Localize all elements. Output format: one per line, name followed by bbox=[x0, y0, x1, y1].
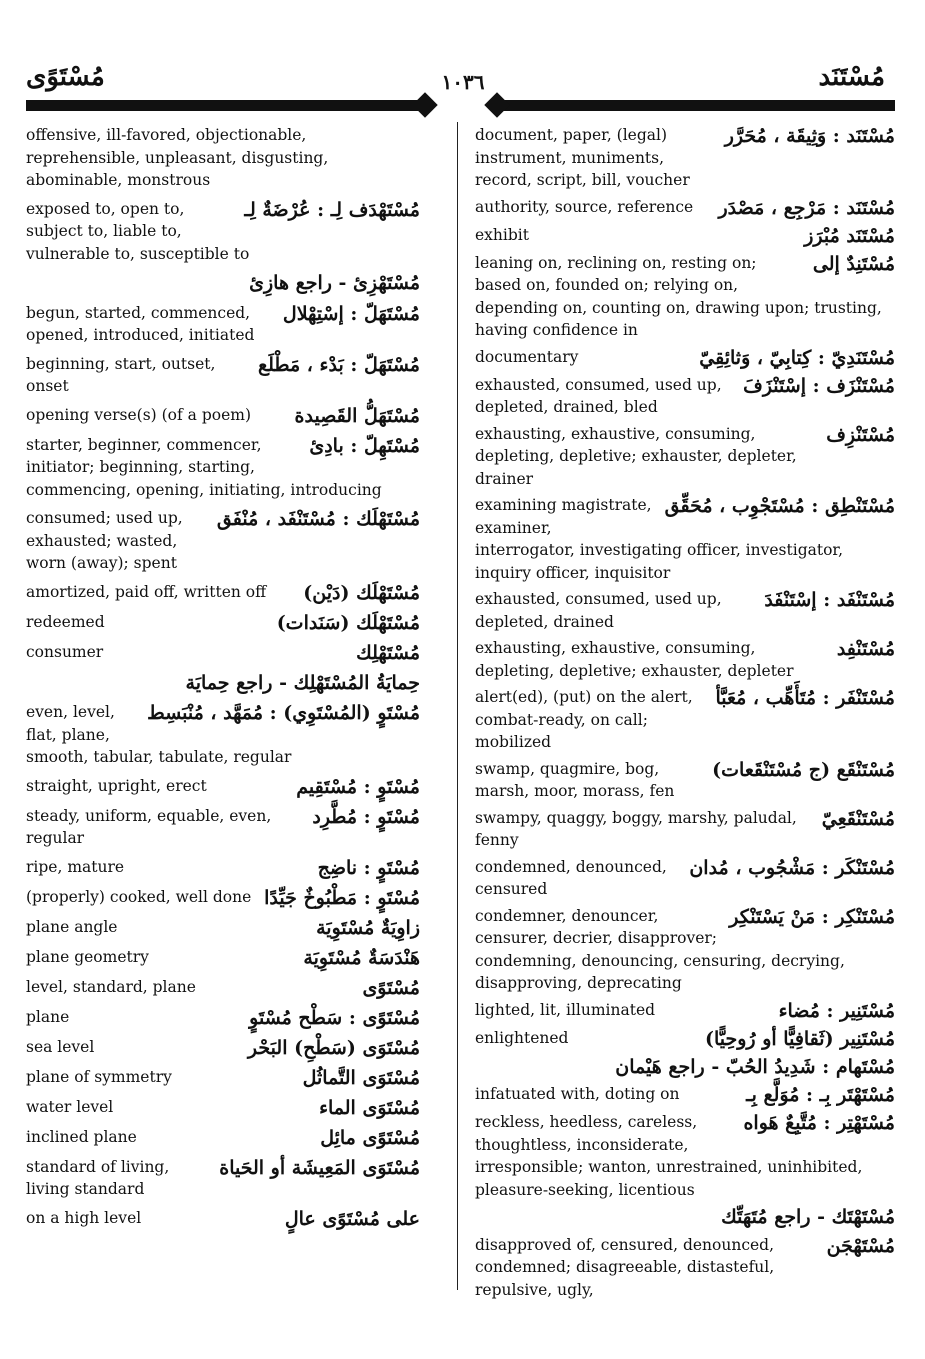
entry-headword-arabic: مُسْتَوًى bbox=[362, 976, 420, 999]
entry-headword-arabic: مُسْتَنْزَف : إسْتَنْزَفَ bbox=[743, 374, 895, 397]
entry-definition-english: documentary bbox=[475, 347, 579, 366]
dictionary-entry bbox=[475, 856, 895, 901]
entry-headword-arabic: مُسْتَهْلَك (دَيْن) bbox=[303, 581, 420, 604]
dictionary-entry bbox=[26, 976, 420, 1000]
entry-definition-english: offensive, ill-favored, objectionable, reprehensible, unpleasant, disgusting, abominable, monstrous bbox=[26, 126, 329, 189]
entry-definition-english: starter, beginner, commencer, initiator; beginning, starting, commencing, opening, initiating, introducing bbox=[26, 435, 382, 499]
entry-headword-arabic: مُسْتَهَلّ : إسْتِهْلال bbox=[282, 302, 420, 325]
entry-definition-english: lighted, lit, illuminated bbox=[475, 1000, 656, 1019]
dictionary-entry bbox=[475, 252, 895, 342]
entry-definition-english: even, level, flat, plane, smooth, tabular, tabulate, regular bbox=[26, 703, 292, 766]
entry-headword-arabic: زاوِيَةٌ مُسْتَوِيَة bbox=[316, 916, 420, 939]
entry-headword-arabic: مُسْتَنَدِيّ : كِتابِيّ ، وَثائِقِيّ bbox=[699, 346, 895, 369]
entry-headword-arabic: مُسْتَنْفَد : إسْتَنْفَدَ bbox=[764, 589, 895, 611]
entry-definition-english: consumer bbox=[26, 642, 104, 661]
entry-headword-arabic: مُسْتَهْتَر بِـ : مُوَلَّع بِـ bbox=[746, 1084, 895, 1106]
entry-definition-english: (properly) cooked, well done bbox=[26, 887, 252, 906]
dictionary-entry bbox=[475, 1083, 895, 1107]
entry-headword-arabic: مُسْتَهام : شَدِيدُ الحُبّ - راجع هَيْمان bbox=[615, 1055, 895, 1078]
dictionary-entry bbox=[475, 1234, 895, 1302]
entry-headword-arabic: مُسْتَنْفِد bbox=[836, 638, 895, 660]
entry-headword-arabic: مُسْتَهِلّ : بادِئ bbox=[309, 434, 420, 457]
entry-headword-arabic: مُسْتَنْقَع (ج مُسْتَنْقَعات) bbox=[712, 758, 895, 781]
dictionary-entry bbox=[26, 1006, 420, 1030]
rule-ornament-left bbox=[412, 92, 437, 117]
dictionary-entry bbox=[26, 507, 420, 575]
dictionary-entry bbox=[26, 886, 420, 910]
entry-definition-english: condemner, denouncer, censurer, decrier, disapprover; condemning, denouncing, censuring, decrying, disapproving, deprecating bbox=[475, 906, 845, 992]
rule-ornament-right bbox=[484, 92, 509, 117]
entry-headword-arabic: مُسْتَهْتَك - راجع مُتَهَتِّك bbox=[721, 1206, 895, 1228]
dictionary-entry bbox=[475, 905, 895, 995]
entry-headword-arabic: مُسْتَوَى الماء bbox=[319, 1096, 420, 1119]
entry-headword-arabic: مُسْتَنْفَر : مُتَأَهِّب ، مُعَبَّأ bbox=[715, 687, 895, 709]
entry-headword-arabic: مُسْتَهْزِئ - راجع هازِئ bbox=[249, 272, 420, 294]
entry-headword-arabic: مُسْتَهْجَن bbox=[826, 1234, 895, 1257]
dictionary-entry bbox=[475, 423, 895, 491]
entry-headword-arabic: مُسْتَهْلَك : مُسْتَنْفَد ، مُنْفَق bbox=[216, 508, 420, 530]
dictionary-entry bbox=[26, 641, 420, 665]
entry-definition-english: sea level bbox=[26, 1037, 95, 1056]
dictionary-entry bbox=[475, 686, 895, 754]
entry-definition-english: alert(ed), (put) on the alert, combat-ready, on call; mobilized bbox=[475, 688, 693, 751]
dictionary-entry bbox=[475, 758, 895, 803]
dictionary-entry bbox=[26, 946, 420, 970]
entry-headword-arabic: مُسْتَنْزِف bbox=[826, 423, 895, 446]
entry-definition-english: consumed; used up, exhausted; wasted, worn (away); spent bbox=[26, 509, 183, 572]
dictionary-entry bbox=[475, 807, 895, 852]
dictionary-entry bbox=[26, 353, 420, 398]
entry-headword-arabic: مُسْتَوَى المَعِيشَة أو الحَياة bbox=[219, 1156, 420, 1179]
entry-definition-english: document, paper, (legal) instrument, muniments, record, script, bill, voucher bbox=[475, 126, 690, 189]
dictionary-entry bbox=[475, 637, 895, 682]
entry-headword-arabic: مُسْتَهْتِر : مُتَّبِعٌ هَواه bbox=[743, 1112, 895, 1134]
entry-definition-english: begun, started, commenced, opened, introduced, initiated bbox=[26, 303, 255, 344]
header-left-word: مُسْتَوًى bbox=[26, 62, 105, 92]
entry-definition-english: exposed to, open to, subject to, liable to, vulnerable to, susceptible to bbox=[26, 199, 250, 263]
entry-definition-english: exhausting, exhaustive, consuming, depleting, depletive; exhauster, depleter, drainer bbox=[475, 424, 797, 488]
dictionary-entry bbox=[26, 1096, 420, 1120]
dictionary-entry bbox=[26, 302, 420, 347]
entry-headword-arabic: مُسْتَنِير (ثَقافِيًّا أو رُوحِيًّا) bbox=[705, 1027, 895, 1050]
dictionary-entry bbox=[475, 224, 895, 248]
dictionary-entry bbox=[26, 124, 420, 192]
entry-headword-arabic: مُسْتَوٍ : مُطَّرِد bbox=[312, 805, 420, 828]
entry-definition-english: exhibit bbox=[475, 225, 529, 244]
entry-headword-arabic: مُسْتَنْقَعِيّ bbox=[821, 807, 895, 830]
entry-definition-english: on a high level bbox=[26, 1208, 142, 1227]
header-right-word: مُسْتَنَد bbox=[818, 62, 885, 92]
dictionary-entry bbox=[26, 198, 420, 266]
entry-headword-arabic: مُسْتَنْطِق : مُسْتَجْوِب ، مُحَقِّق bbox=[664, 495, 895, 517]
entry-headword-arabic: حِمايَةُ المُسْتَهْلِك - راجع حِمايَة bbox=[185, 671, 420, 694]
dictionary-entry bbox=[26, 1036, 420, 1060]
dictionary-entry bbox=[475, 196, 895, 220]
dictionary-entry bbox=[475, 1111, 895, 1201]
dictionary-entry bbox=[26, 404, 420, 428]
page-number: ١٠٣٦ bbox=[441, 70, 485, 94]
entry-headword-arabic: مُسْتَنَد مُبْرَز bbox=[804, 224, 895, 247]
entry-headword-arabic: مُسْتَوَى التَّماثُل bbox=[302, 1066, 420, 1089]
dictionary-entry bbox=[475, 494, 895, 584]
dictionary-entry bbox=[475, 374, 895, 419]
entry-headword-arabic: مُسْتَوٍ : مُسْتَقِيم bbox=[296, 775, 420, 798]
entry-definition-english: water level bbox=[26, 1097, 114, 1116]
entry-definition-english: plane geometry bbox=[26, 947, 149, 966]
entry-definition-english: examining magistrate, examiner, interrogator, investigating officer, investigator, inquiry officer, inquisitor bbox=[475, 496, 844, 582]
entry-definition-english: straight, upright, erect bbox=[26, 776, 207, 795]
dictionary-entry bbox=[475, 1055, 895, 1080]
entry-headword-arabic: مُسْتَوًى مائِل bbox=[320, 1126, 420, 1149]
right-column bbox=[475, 124, 895, 1305]
dictionary-entry bbox=[26, 775, 420, 799]
entry-definition-english: condemned, denounced, censured bbox=[475, 857, 667, 898]
entry-headword-arabic: مُسْتَنَد : وَثِيقَة ، مُحَرَّر bbox=[724, 125, 895, 147]
entry-definition-english: opening verse(s) (of a poem) bbox=[26, 405, 252, 424]
entry-definition-english: exhausted, consumed, used up, depleted, drained, bled bbox=[475, 375, 722, 416]
entry-definition-english: disapproved of, censured, denounced, condemned; disagreeable, distasteful, repulsive, ugly, bbox=[475, 1235, 775, 1299]
dictionary-entry bbox=[26, 271, 420, 296]
entry-definition-english: plane angle bbox=[26, 917, 118, 936]
entry-headword-arabic: على مُسْتَوًى عالٍ bbox=[284, 1207, 420, 1230]
header-rule-left bbox=[26, 100, 422, 111]
entry-headword-arabic: مُسْتَوَى (سَطْحِ) البَحْر bbox=[247, 1036, 420, 1059]
entry-headword-arabic: مُسْتَنْكِر : مَنْ يَسْتَنْكِر bbox=[729, 905, 895, 928]
entry-headword-arabic: هَنْدَسَةٌ مُسْتَوِيَة bbox=[303, 946, 420, 969]
dictionary-entry bbox=[26, 1126, 420, 1150]
dictionary-entry bbox=[475, 588, 895, 633]
entry-headword-arabic: مُسْتَوٍ : ناضِج bbox=[317, 856, 420, 879]
dictionary-entry bbox=[475, 124, 895, 192]
entry-definition-english: standard of living, living standard bbox=[26, 1157, 170, 1198]
entry-definition-english: authority, source, reference bbox=[475, 197, 694, 216]
entry-definition-english: enlightened bbox=[475, 1028, 569, 1047]
dictionary-entry bbox=[475, 1205, 895, 1230]
column-divider bbox=[457, 122, 458, 1290]
entry-headword-arabic: مُسْتَنْكَر : مَشْجُوب ، مُدان bbox=[689, 856, 895, 879]
entry-definition-english: infatuated with, doting on bbox=[475, 1085, 680, 1103]
dictionary-entry bbox=[26, 671, 420, 696]
dictionary-entry bbox=[26, 701, 420, 769]
entry-definition-english: level, standard, plane bbox=[26, 977, 196, 996]
entry-definition-english: plane bbox=[26, 1007, 70, 1026]
entry-headword-arabic: مُسْتَهْدَف لِـ : عُرْضَةٌ لِـ bbox=[244, 198, 420, 221]
entry-headword-arabic: مُسْتَنِير : مُضاء bbox=[778, 999, 895, 1022]
entry-definition-english: swampy, quaggy, boggy, marshy, paludal, fenny bbox=[475, 808, 797, 849]
dictionary-entry bbox=[26, 1066, 420, 1090]
entry-definition-english: plane of symmetry bbox=[26, 1067, 172, 1086]
dictionary-entry bbox=[26, 581, 420, 605]
entry-definition-english: beginning, start, outset, onset bbox=[26, 354, 216, 395]
dictionary-entry bbox=[26, 611, 420, 635]
dictionary-entry bbox=[475, 1027, 895, 1051]
dictionary-entry bbox=[26, 1207, 420, 1231]
left-column bbox=[26, 124, 420, 1237]
entry-definition-english: steady, uniform, equable, even, regular bbox=[26, 806, 272, 847]
entry-headword-arabic: مُسْتَهْلَك (سَنَدات) bbox=[276, 611, 420, 634]
dictionary-entry bbox=[475, 999, 895, 1023]
dictionary-entry bbox=[26, 856, 420, 880]
entry-definition-english: reckless, heedless, careless, thoughtless, inconsiderate, irresponsible; wanton, unrestrained, uninhibited, pleasure-seeking, licentious bbox=[475, 1113, 863, 1199]
entry-definition-english: redeemed bbox=[26, 612, 105, 631]
dictionary-entry bbox=[26, 1156, 420, 1201]
dictionary-entry bbox=[475, 346, 895, 370]
entry-headword-arabic: مُسْتَوٍ : مَطْبُوخٌ جَيِّدًا bbox=[264, 886, 420, 909]
entry-headword-arabic: مُسْتَنِدٌ إلى bbox=[812, 252, 895, 275]
header-rule-right bbox=[503, 100, 895, 111]
dictionary-entry bbox=[26, 805, 420, 850]
entry-definition-english: leaning on, reclining on, resting on; based on, founded on; relying on, depending on, counting on, drawing upon; trusting, having confidence in bbox=[475, 253, 882, 339]
entry-definition-english: amortized, paid off, written off bbox=[26, 582, 267, 601]
entry-headword-arabic: مُسْتَهَلُّ القَصِيدة bbox=[294, 404, 420, 427]
entry-definition-english: exhausted, consumed, used up, depleted, drained bbox=[475, 590, 722, 631]
entry-definition-english: inclined plane bbox=[26, 1127, 137, 1146]
entry-definition-english: swamp, quagmire, bog, marsh, moor, morass, fen bbox=[475, 759, 675, 800]
entry-headword-arabic: مُسْتَهْلِك bbox=[356, 641, 420, 664]
entry-headword-arabic: مُسْتَوًى : سَطْح مُسْتَوٍ bbox=[249, 1006, 420, 1029]
entry-headword-arabic: مُسْتَوٍ (المُسْتَوِي) : مُمَهَّد ، مُنْبَسِط bbox=[147, 702, 420, 724]
dictionary-entry bbox=[26, 434, 420, 502]
entry-definition-english: exhausting, exhaustive, consuming, depleting, depletive; exhauster, depleter bbox=[475, 639, 794, 680]
entry-headword-arabic: مُسْتَنَد : مَرْجِع ، مَصْدَر bbox=[718, 196, 895, 219]
dictionary-entry bbox=[26, 916, 420, 940]
entry-definition-english: ripe, mature bbox=[26, 857, 125, 876]
entry-headword-arabic: مُسْتَهَلّ : بَدْء ، مَطْلَع bbox=[258, 353, 420, 376]
